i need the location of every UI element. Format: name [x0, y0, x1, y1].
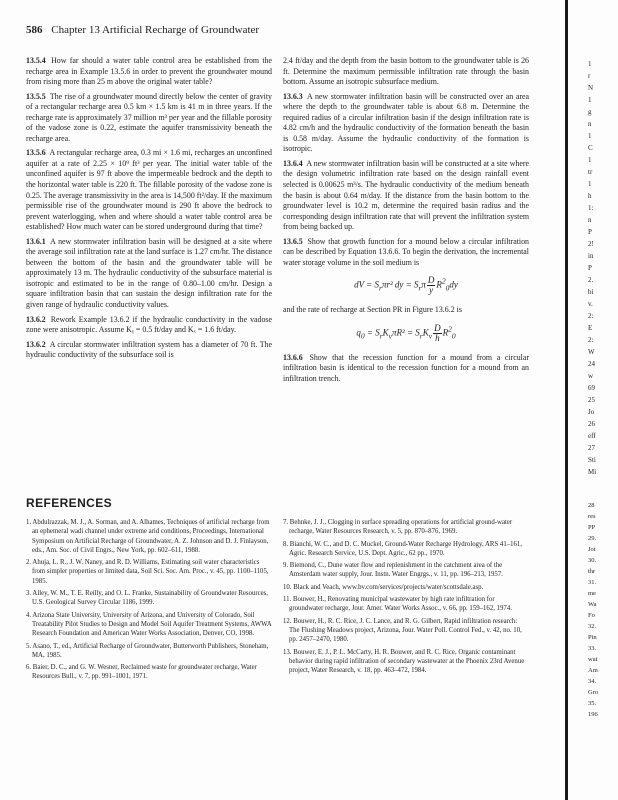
- edge-fragment: 33.: [588, 645, 597, 652]
- edge-fragment: Mi: [588, 468, 597, 476]
- edge-fragment: Pin: [588, 634, 597, 641]
- edge-fragment: C: [588, 144, 593, 152]
- edge-fragment: P: [588, 228, 592, 236]
- edge-fragment: 35.: [588, 700, 597, 707]
- problem: 13.6.4 A new stormwater infiltration basin will be constructed at a site where the design volumetric infiltration rate based on the design rainfall event selected is 0.00625 m³/s. The hydraulic conductivity of the medium beneath the basin is about 0.64 m/day. If the distance from the basin bottom to the groundwater level is 10.2 m, determine the required basin radius and the corresponding design infiltration rate that will prevent the infiltration system from being backed up.: [283, 158, 529, 232]
- reference-item: 3. Alley, W. M., T. E. Reilly, and O. L. Franke, Sustainability of Groundwater Resources, U.S. Geological Survey Circular 1186, 1999.: [26, 590, 269, 607]
- edge-fragment: 2.: [588, 276, 594, 284]
- edge-fragment: 2:: [588, 336, 594, 344]
- reference-item: 9. Biemond, C., Dune water flow and replenishment in the catchment area of the Amsterdam water supply, Jour. Instn. Water Engrgs., v. 11, pp. 196–213, 1957.: [283, 562, 503, 579]
- problem: 13.5.6 A rectangular recharge area, 0.3 mi × 1.6 mi, recharges an unconfined aquifer at a rate of 2.25 × 10⁹ ft³ per year. The initial water table of the unconfined aquifer is 97 ft above the impermeable bedrock and the depth to the horizontal water table is 220 ft. The fillable porosity of the vadose zone is 0.25. The average transmissivity in the area is 14,500 ft²/day. If the maximum permissible rise of the groundwater mound is 290 ft above the bedrock to prevent waterlogging, when and where should a water table control area be established? How much water can be stored underground during that time?: [26, 148, 272, 232]
- problem: 13.6.3 A new stormwater infiltration basin will be constructed over an area where the depth to the groundwater table is about 6.8 m. Determine the required radius of a circular infiltration basin if the design infiltration rate is 4.82 cm/h and the hydraulic conductivity of the formation beneath the basin is 0.58 m/day. Assume the hydraulic conductivity of the formation is isotropic.: [283, 91, 529, 154]
- edge-fragment: 28: [588, 502, 595, 509]
- edge-fragment: 24: [588, 360, 595, 368]
- edge-fragment: tr: [588, 168, 593, 176]
- equation-connector: and the rate of recharge at Section PR in Figure 13.6.2 is: [283, 305, 462, 315]
- fraction: $\frac{D}{y}$: [427, 275, 435, 296]
- edge-fragment: E: [588, 324, 593, 332]
- edge-fragment: 69: [588, 384, 595, 392]
- reference-item: 2. Ahuja, L. R., J. W. Naney, and R. D. Williams, Estimating soil water characteristics from simpler properties or limited data, Soil Sci. Soc. Am. Proc., v. 45, pp. 1100–1105, 1985.: [26, 559, 269, 585]
- edge-fragment: Fo: [588, 612, 595, 619]
- edge-fragment: 1: [588, 96, 592, 104]
- edge-fragment: r: [588, 72, 591, 80]
- edge-fragment: 31.: [588, 579, 597, 586]
- edge-fragment: Gro: [588, 689, 599, 696]
- edge-fragment: w: [588, 372, 594, 380]
- chapter-title: Chapter 13 Artificial Recharge of Groundwater: [51, 24, 260, 36]
- edge-fragment: 26: [588, 420, 595, 428]
- edge-fragment: W: [588, 348, 595, 356]
- edge-fragment: 34.: [588, 678, 597, 685]
- reference-item: 7. Behnke, J. J., Clogging in surface spreading operations for artificial ground-water recharge, Water Resources Research, v. 5, pp. 870–876, 1969.: [283, 519, 513, 536]
- edge-fragment: 1:: [588, 204, 594, 212]
- edge-fragment: 29.: [588, 535, 597, 542]
- facing-page-edge-text: [588, 58, 618, 498]
- edge-fragment: Sti: [588, 456, 596, 464]
- problem: 13.6.1 A new stormwater infiltration basin will be designed at a site where the average soil infiltration rate at the land surface is 1.27 cm/hr. The distance between the bottom of the basin and the groundwater table will be approximately 13 m. The hydraulic conductivity of the subsurface material is isotropic and estimated to be in the range of 0.80–1.00 cm/hr. Design a square infiltration basin that can sustain the design infiltration rate for the given range of hydraulic conductivity values.: [26, 236, 272, 310]
- edge-fragment: 2:: [588, 312, 594, 320]
- problem: 13.6.2 A circular stormwater infiltration system has a diameter of 70 ft. The hydraulic conductivity of the subsurface soil is: [26, 339, 272, 360]
- equation-storage-volume: dV = $S_r\pi r^2$ dy = $S_r\pi$ $\frac{D}{y}$ $R^2_0dy$: [354, 275, 458, 296]
- edge-fragment: 1: [588, 180, 592, 188]
- book-spine-edge: [565, 0, 568, 800]
- problem: 13.6.6 Show that the recession function for a mound from a circular infiltration basin is identical to the recession function for a mound from an infiltration trench.: [283, 352, 529, 384]
- running-header: [26, 24, 546, 37]
- edge-fragment: me: [588, 590, 596, 597]
- problem: 13.5.5 The rise of a groundwater mound directly below the center of gravity of a rectangular recharge area 0.5 km × 1.5 km is 41 m in three years. If the recharge rate is approximately 37 million m³ per year and the fillable porosity of the vadose zone is 0.22, estimate the aquifer transmissivity beneath the recharge area.: [26, 91, 272, 143]
- reference-item: 6. Baier, D. C., and G. W. Wesner, Reclaimed waste for groundwater recharge, Water Resources Bull., v. 7, pp. 991–1001, 1971.: [26, 664, 257, 681]
- edge-fragment: 196: [588, 711, 598, 718]
- edge-fragment: Am: [588, 667, 598, 674]
- edge-fragment: P: [588, 264, 592, 272]
- references-left-column: [26, 518, 272, 685]
- edge-fragment: Jot: [588, 546, 596, 553]
- edge-fragment: Jo: [588, 408, 595, 416]
- references-heading: REFERENCES: [26, 496, 113, 510]
- edge-fragment: Wa: [588, 601, 597, 608]
- edge-fragment: 1: [588, 132, 592, 140]
- edge-fragment: 1: [588, 156, 592, 164]
- reference-item: 4. Arizona State University, University of Arizona, and University of Colorado, Soil Treatability Pilot Studies to Design and Model Soil Aquifer Treatment Systems, AWWA Research Foundation and American Water Works Association, Denver, CO, 1998.: [26, 611, 272, 638]
- edge-fragment: in: [588, 252, 594, 260]
- reference-item: 13. Bouwer, E. J., P. L. McCarty, H. R. Bouwer, and R. C. Rice, Organic contaminant behavior during rapid infiltration of secondary wastewater at the Phoenix 23rd Avenue project, Water Research, v. 18, pp. 463–472, 1984.: [283, 648, 525, 675]
- edge-fragment: wat: [588, 656, 598, 663]
- edge-fragment: eff: [588, 432, 596, 440]
- problem: 13.5.4 How far should a water table control area be established from the recharge area in Example 13.5.6 in order to prevent the groundwater mound from rising more than 25 m above the original water table?: [26, 56, 272, 87]
- page-number: 586: [26, 24, 43, 36]
- edge-fragment: bi: [588, 288, 594, 296]
- problems-left-column: [26, 56, 272, 365]
- edge-fragment: h: [588, 192, 592, 200]
- equation-recharge-rate: $q_0 = S_rK_v\pi R^2 = S_rK_v$ $\frac{D}{h}$ $R^2_0$: [356, 322, 456, 343]
- reference-item: 12. Bouwer, H., R. C. Rice, J. C. Lance, and R. G. Gilbert, Rapid infiltration research: The Flushing Meadows project, Arizona, Jour. Water Poll. Control Fed., v. 42, no. 10, pp. 2457–2470, 1980.: [283, 617, 522, 644]
- reference-item: 1. Abdulrazzak, M. J., A. Sorman, and A. Alhames, Techniques of artificial recharge from an ephemeral wadi channel under extreme arid conditions, Proceedings, International Symposium on Artificial Recharge of Groundwater, A. Z. Johnson and D. J. Finlayson, eds., Am. Soc. of Civil Engrs., New York, pp. 602–611, 1988.: [26, 519, 270, 554]
- edge-fragment: n: [588, 216, 592, 224]
- problems-right-column: [283, 56, 529, 389]
- edge-fragment: 27: [588, 444, 595, 452]
- edge-fragment: 1: [588, 60, 592, 68]
- edge-fragment: N: [588, 84, 594, 92]
- edge-fragment: thr: [588, 568, 596, 575]
- reference-item: 10. Black and Veach, www.bv.com/services/projects/water/scottsdale.asp.: [283, 583, 484, 591]
- problem-continued: 2.4 ft/day and the depth from the basin bottom to the groundwater table is 26 ft. Determine the maximum permissible infiltration rate through the basin bottom. Assume an isotropic subsurface medium.: [283, 56, 529, 87]
- problem: 13.6.5 Show that growth function for a mound below a circular infiltration can be described by Equation 13.6.6. To begin the derivation, the incremental water storage volume in the soil medium is: [283, 236, 529, 267]
- edge-fragment: 30.: [588, 557, 597, 564]
- reference-item: 8. Bianchi, W. C., and D. C. Muckel, Ground-Water Recharge Hydrology, ARS 41–161, Agric. Research Service, U.S. Dept. Agric., 62 pp., 1970.: [283, 540, 523, 557]
- facing-page-edge-references: [588, 500, 618, 800]
- edge-fragment: PP: [588, 524, 596, 531]
- edge-fragment: n: [588, 120, 592, 128]
- edge-fragment: v.: [588, 300, 593, 308]
- fraction: $\frac{D}{h}$: [434, 322, 441, 343]
- edge-fragment: res: [588, 513, 596, 520]
- references-right-column: [283, 518, 529, 678]
- edge-fragment: 25: [588, 396, 595, 404]
- reference-item: 11. Bouwer, H., Renovating municipal wastewater by high rate infiltration for groundwater recharge, Jour. Amer. Water Works Assoc., v. 66, pp. 159–162, 1974.: [283, 596, 512, 613]
- edge-fragment: g: [588, 108, 592, 116]
- edge-fragment: 2!: [588, 240, 594, 248]
- edge-fragment: 32.: [588, 623, 597, 630]
- reference-item: 5. Asano, T., ed., Artificial Recharge of Groundwater, Butterworth Publishers, Stoneham, MA, 1985.: [26, 642, 269, 659]
- problem: 13.6.2 Rework Example 13.6.2 if the hydraulic conductivity in the vadose zone were anisotropic. Assume Kᵧ = 0.5 ft/day and Kₓ = 1.6 ft/day.: [26, 314, 272, 335]
